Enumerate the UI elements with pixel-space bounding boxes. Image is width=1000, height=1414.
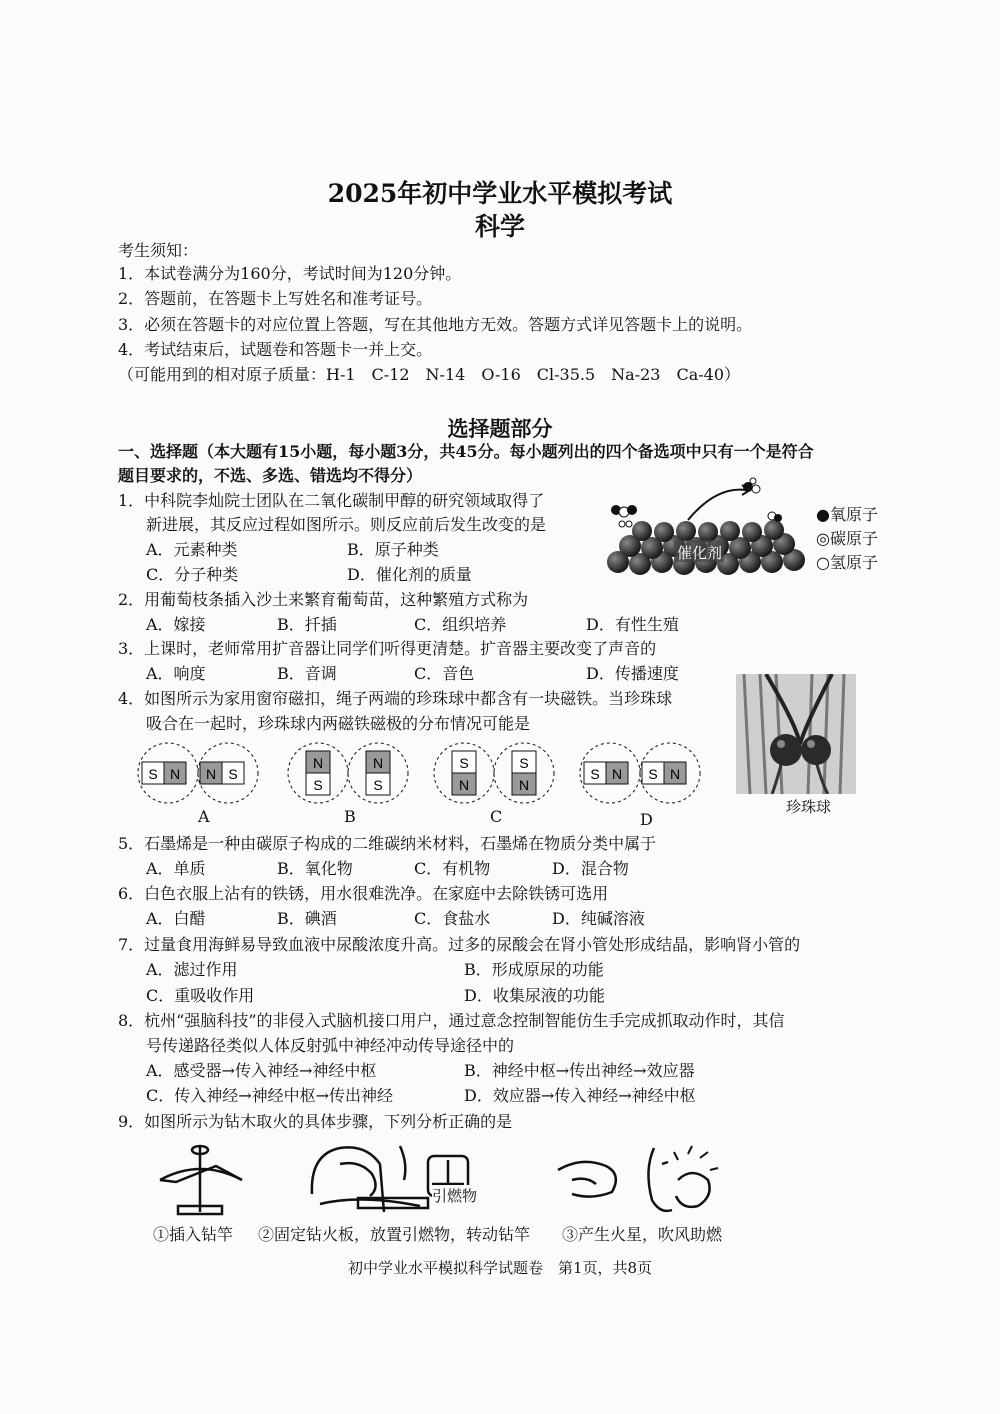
q3-line1: 3．上课时，老师常用扩音器让同学们听得更清楚。扩音器主要改变了声音的 [118, 639, 657, 658]
svg-text:S: S [373, 777, 383, 793]
q8-option-c: C．传入神经→神经中枢→传出神经 [146, 1086, 394, 1105]
legend-oxygen: ●氧原子 [816, 505, 878, 524]
q7-option-d: D．收集尿液的功能 [464, 986, 605, 1005]
svg-text:S: S [313, 777, 323, 793]
legend-carbon: ◎碳原子 [816, 529, 878, 548]
q3-option-a: A．响度 [146, 664, 206, 683]
section-instruction-1: 一、选择题（本大题有15小题，每小题3分，共45分。每小题列出的四个备选项中只有一个是符合 [118, 442, 814, 461]
notice-item-2: 2．答题前，在答题卡上写姓名和准考证号。 [118, 289, 433, 308]
q4-magnet-option-c [432, 738, 556, 808]
q8-option-a: A．感受器→传入神经→神经中枢 [146, 1061, 377, 1080]
q6-option-b: B．碘酒 [277, 909, 337, 928]
q3-option-d: D．传播速度 [586, 664, 679, 683]
q4-label-c: C [490, 807, 503, 826]
q8-option-d: D．效应器→传入神经→神经中枢 [464, 1086, 696, 1105]
section-instruction-2: 题目要求的，不选、多选、错选均不得分） [118, 466, 423, 485]
svg-text:N: N [458, 777, 470, 793]
q4-label-b: B [344, 807, 356, 826]
q4-label-a: A [198, 807, 210, 826]
q4-magnet-option-b [286, 738, 410, 808]
svg-text:N: N [518, 777, 530, 793]
atomic-masses: （可能用到的相对原子质量：H-1 C-12 N-14 O-16 Cl-35.5 Na-23 Ca-40） [118, 365, 741, 384]
q3-option-b: B．音调 [277, 664, 337, 683]
svg-text:S: S [228, 766, 238, 782]
q1-option-b: B．原子种类 [347, 540, 439, 559]
q9-step-2: ②固定钻火板，放置引燃物，转动钻竿 [258, 1225, 531, 1244]
notice-heading: 考生须知： [118, 241, 199, 260]
notice-item-4: 4．考试结束后，试题卷和答题卡一并上交。 [118, 340, 433, 359]
q3-option-c: C．音色 [414, 664, 475, 683]
q5-option-c: C．有机物 [414, 859, 491, 878]
svg-text:S: S [519, 755, 529, 771]
q5-option-a: A．单质 [146, 859, 206, 878]
q5-line1: 5．石墨烯是一种由碳原子构成的二维碳纳米材料，石墨烯在物质分类中属于 [118, 834, 657, 853]
notice-item-3: 3．必须在答题卡的对应位置上答题，写在其他地方无效。答题方式详见答题卡上的说明。 [118, 315, 753, 334]
exam-title: 2025年初中学业水平模拟考试 [327, 179, 673, 208]
q2-option-d: D．有性生殖 [586, 615, 679, 634]
q4-line1: 4．如图所示为家用窗帘磁扣，绳子两端的珍珠球中都含有一块磁铁。当珍珠球 [118, 689, 673, 708]
q7-option-b: B．形成原尿的功能 [464, 960, 604, 979]
tinder-label: 引燃物 [432, 1187, 478, 1205]
q4-magnet-option-d [578, 738, 702, 808]
q1-catalyst-figure [596, 476, 816, 580]
q9-step-3: ③产生火星，吹风助燃 [562, 1225, 723, 1244]
q6-option-a: A．白醋 [146, 909, 206, 928]
svg-text:S: S [590, 766, 600, 782]
svg-text:N: N [205, 766, 217, 782]
svg-text:S: S [648, 766, 658, 782]
svg-text:S: S [459, 755, 469, 771]
q5-option-d: D．混合物 [552, 859, 629, 878]
q8-option-b: B．神经中枢→传出神经→效应器 [464, 1061, 695, 1080]
q4-label-d: D [640, 810, 653, 829]
q9-step-1: ①插入钻竿 [153, 1225, 234, 1244]
q1-option-d: D．催化剂的质量 [347, 565, 472, 584]
q6-option-d: D．纯碱溶液 [552, 909, 645, 928]
q6-line1: 6．白色衣服上沾有的铁锈，用水很难洗净。在家庭中去除铁锈可选用 [118, 884, 609, 903]
pearl-ball-caption: 珍珠球 [786, 798, 832, 816]
fire-drill-step2-illustration [300, 1134, 500, 1224]
fire-drill-step3-illustration [552, 1140, 722, 1220]
svg-text:S: S [148, 766, 158, 782]
svg-text:N: N [169, 766, 181, 782]
q5-option-b: B．氧化物 [277, 859, 353, 878]
page-footer: 初中学业水平模拟科学试题卷 第1页，共8页 [347, 1259, 653, 1277]
q6-option-c: C．食盐水 [414, 909, 491, 928]
q2-option-c: C．组织培养 [414, 615, 507, 634]
catalyst-label: 催化剂 [677, 544, 723, 562]
q7-line1: 7．过量食用海鲜易导致血液中尿酸浓度升高。过多的尿酸会在肾小管处形成结晶，影响肾小管的 [118, 935, 801, 954]
q7-option-c: C．重吸收作用 [146, 986, 255, 1005]
q9-line1: 9．如图所示为钻木取火的具体步骤，下列分析正确的是 [118, 1112, 513, 1131]
q8-line2: 号传递路径类似人体反射弧中神经冲动传导途径中的 [146, 1036, 515, 1055]
q1-option-c: C．分子种类 [146, 565, 239, 584]
svg-text:N: N [312, 755, 324, 771]
section-title: 选择题部分 [447, 416, 553, 441]
legend-hydrogen: ○氢原子 [816, 553, 878, 572]
q1-line2: 新进展，其反应过程如图所示。则反应前后发生改变的是 [146, 515, 547, 534]
q7-option-a: A．滤过作用 [146, 960, 238, 979]
q2-option-b: B．扦插 [277, 615, 337, 634]
notice-item-1: 1．本试卷满分为160分，考试时间为120分钟。 [118, 264, 462, 283]
q1-line1: 1．中科院李灿院士团队在二氧化碳制甲醇的研究领域取得了 [118, 491, 545, 510]
svg-text:N: N [611, 766, 623, 782]
curtain-photo [736, 674, 856, 794]
fire-drill-step1-illustration [156, 1140, 246, 1220]
q4-line2: 吸合在一起时，珍珠球内两磁铁磁极的分布情况可能是 [146, 714, 531, 733]
svg-text:N: N [669, 766, 681, 782]
q4-magnet-option-a [136, 738, 260, 808]
q2-line1: 2．用葡萄枝条插入沙土来繁育葡萄苗，这种繁殖方式称为 [118, 590, 529, 609]
q2-option-a: A．嫁接 [146, 615, 206, 634]
svg-text:N: N [372, 755, 384, 771]
q8-line1: 8．杭州“强脑科技”的非侵入式脑机接口用户，通过意念控制智能仿生手完成抓取动作时，其信 [118, 1011, 785, 1030]
subject-title: 科学 [474, 212, 525, 241]
q1-option-a: A．元素种类 [146, 540, 238, 559]
